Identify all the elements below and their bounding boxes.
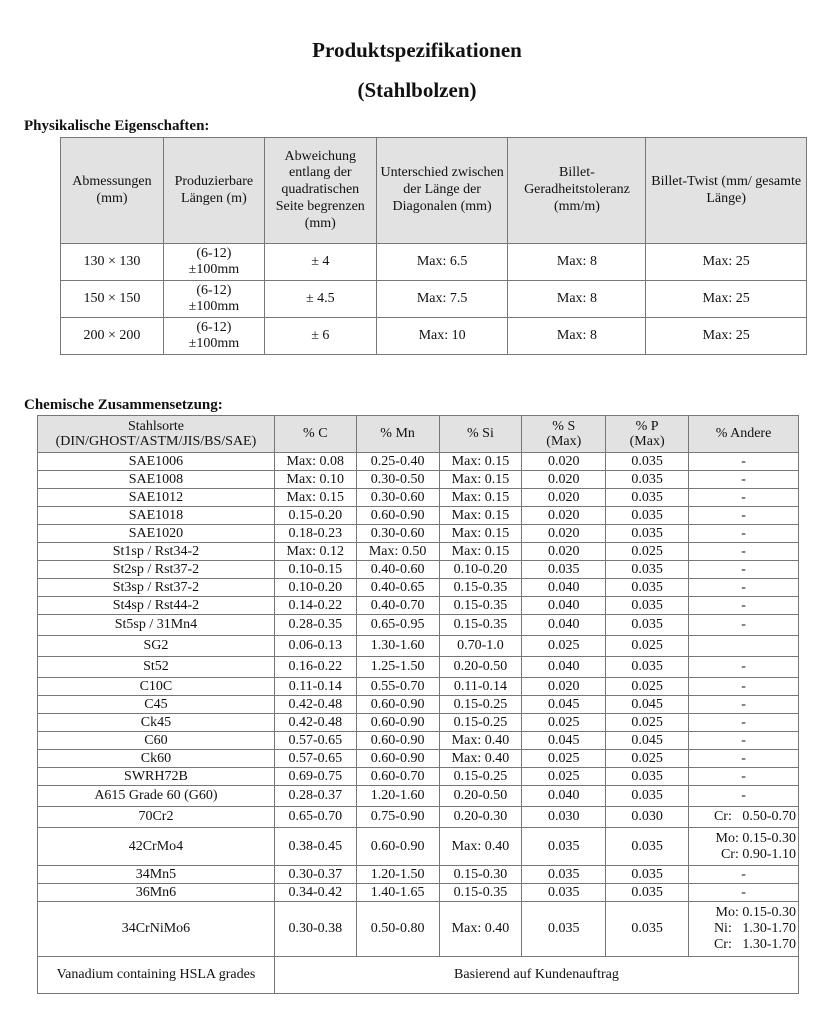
lengths-tolerance: ±100mm	[188, 299, 240, 314]
cell-manganese: 0.60-0.90	[356, 750, 439, 768]
cell-silicon: Max: 0.15	[439, 471, 522, 489]
cell-silicon: Max: 0.40	[439, 732, 522, 750]
cell-carbon: Max: 0.10	[274, 471, 356, 489]
cell-silicon: Max: 0.40	[439, 828, 522, 866]
header-phosphorus-line1: % P	[635, 418, 659, 434]
cell-diagonal-difference: Max: 6.5	[376, 244, 508, 281]
cell-sulfur: 0.020	[522, 453, 606, 471]
cell-other	[689, 866, 799, 884]
cell-lengths	[163, 281, 264, 318]
cell-manganese: 0.55-0.70	[356, 678, 439, 696]
cell-phosphorus: 0.035	[606, 657, 689, 678]
cell-phosphorus: 0.035	[606, 471, 689, 489]
cell-sulfur: 0.035	[522, 866, 606, 884]
other-elements-line: -	[741, 732, 746, 748]
cell-silicon: Max: 0.40	[439, 902, 522, 957]
cell-straightness: Max: 8	[508, 244, 646, 281]
cell-grade: Ck45	[38, 714, 275, 732]
other-elements-line: Ni: 1.30-1.70	[713, 921, 796, 937]
cell-silicon: 0.70-1.0	[439, 636, 522, 657]
cell-carbon: 0.38-0.45	[274, 828, 356, 866]
other-elements-line: -	[741, 884, 746, 900]
table-row	[38, 866, 799, 884]
cell-manganese: 0.65-0.95	[356, 615, 439, 636]
cell-grade: SAE1018	[38, 507, 275, 525]
cell-phosphorus: 0.035	[606, 615, 689, 636]
table-row	[38, 636, 799, 657]
cell-silicon: Max: 0.15	[439, 525, 522, 543]
cell-sulfur: 0.025	[522, 750, 606, 768]
cell-phosphorus: 0.025	[606, 678, 689, 696]
cell-other	[689, 750, 799, 768]
lengths-tolerance: ±100mm	[188, 262, 240, 277]
cell-twist: Max: 25	[646, 244, 807, 281]
table-row	[38, 453, 799, 471]
other-elements-line: -	[741, 507, 746, 523]
cell-manganese: 1.25-1.50	[356, 657, 439, 678]
cell-sulfur: 0.045	[522, 732, 606, 750]
cell-grade: SAE1006	[38, 453, 275, 471]
cell-other	[689, 489, 799, 507]
cell-grade: A615 Grade 60 (G60)	[38, 786, 275, 807]
other-elements-line: -	[741, 768, 746, 784]
cell-grade: St52	[38, 657, 275, 678]
cell-phosphorus: 0.035	[606, 579, 689, 597]
cell-grade: C10C	[38, 678, 275, 696]
other-elements-line: -	[741, 788, 746, 804]
cell-carbon: 0.28-0.37	[274, 786, 356, 807]
cell-phosphorus: 0.025	[606, 636, 689, 657]
cell-grade: SAE1012	[38, 489, 275, 507]
lengths-tolerance: ±100mm	[188, 336, 240, 351]
cell-manganese: 0.50-0.80	[356, 902, 439, 957]
table-row	[38, 543, 799, 561]
chemical-composition-table	[37, 415, 799, 994]
table-row	[38, 696, 799, 714]
cell-manganese: 0.40-0.70	[356, 597, 439, 615]
header-grade-line2: (DIN/GHOST/ASTM/JIS/BS/SAE)	[55, 434, 257, 449]
cell-manganese: 0.40-0.65	[356, 579, 439, 597]
header-side-deviation: Abweichung entlang der quadratischen Seite begrenzen (mm)	[264, 138, 376, 244]
cell-twist: Max: 25	[646, 318, 807, 355]
chemical-section-label: Chemische Zusammensetzung:	[24, 397, 223, 413]
lengths-range: (6-12)	[196, 320, 232, 336]
cell-other	[689, 786, 799, 807]
cell-grade: 34Mn5	[38, 866, 275, 884]
table-row	[38, 957, 799, 994]
cell-sulfur: 0.035	[522, 561, 606, 579]
header-twist: Billet-Twist (mm/ gesamte Länge)	[646, 138, 807, 244]
lengths-range: (6-12)	[196, 283, 232, 299]
header-sulfur	[522, 416, 606, 453]
header-sulfur-line2: (Max)	[546, 434, 582, 449]
cell-carbon: 0.69-0.75	[274, 768, 356, 786]
header-phosphorus-line2: (Max)	[629, 434, 665, 449]
cell-carbon: 0.42-0.48	[274, 696, 356, 714]
header-silicon: % Si	[439, 416, 522, 453]
cell-carbon: 0.42-0.48	[274, 714, 356, 732]
cell-other	[689, 807, 799, 828]
cell-grade: 70Cr2	[38, 807, 275, 828]
other-elements-line: -	[741, 453, 746, 469]
cell-phosphorus: 0.025	[606, 543, 689, 561]
cell-carbon: 0.28-0.35	[274, 615, 356, 636]
other-elements-line: -	[741, 659, 746, 675]
table-row	[38, 884, 799, 902]
cell-carbon: 0.30-0.37	[274, 866, 356, 884]
table-row	[38, 657, 799, 678]
cell-phosphorus: 0.035	[606, 786, 689, 807]
cell-manganese: 0.25-0.40	[356, 453, 439, 471]
header-straightness: Billet-Geradheitstoleranz (mm/m)	[508, 138, 646, 244]
cell-phosphorus: 0.035	[606, 884, 689, 902]
cell-phosphorus: 0.035	[606, 507, 689, 525]
cell-manganese: 0.30-0.50	[356, 471, 439, 489]
cell-sulfur: 0.020	[522, 678, 606, 696]
cell-silicon: 0.15-0.35	[439, 615, 522, 636]
table-row	[38, 807, 799, 828]
cell-other	[689, 507, 799, 525]
cell-other	[689, 579, 799, 597]
other-elements-line: Cr: 0.90-1.10	[720, 846, 796, 862]
cell-phosphorus: 0.035	[606, 489, 689, 507]
cell-other	[689, 696, 799, 714]
cell-carbon: Max: 0.08	[274, 453, 356, 471]
cell-sulfur: 0.020	[522, 525, 606, 543]
cell-manganese: 0.40-0.60	[356, 561, 439, 579]
table-row	[38, 525, 799, 543]
cell-carbon: 0.15-0.20	[274, 507, 356, 525]
table-row	[38, 507, 799, 525]
cell-lengths	[163, 318, 264, 355]
cell-carbon: 0.65-0.70	[274, 807, 356, 828]
cell-other	[689, 615, 799, 636]
cell-other	[689, 657, 799, 678]
cell-grade: SWRH72B	[38, 768, 275, 786]
cell-lengths	[163, 244, 264, 281]
table-row	[38, 597, 799, 615]
cell-other	[689, 597, 799, 615]
cell-diagonal-difference: Max: 10	[376, 318, 508, 355]
cell-silicon: Max: 0.15	[439, 453, 522, 471]
cell-side-deviation: ± 4	[264, 244, 376, 281]
cell-grade: 36Mn6	[38, 884, 275, 902]
cell-phosphorus: 0.035	[606, 561, 689, 579]
cell-grade: C60	[38, 732, 275, 750]
cell-carbon: 0.30-0.38	[274, 902, 356, 957]
cell-phosphorus: 0.030	[606, 807, 689, 828]
cell-silicon: 0.10-0.20	[439, 561, 522, 579]
cell-silicon: 0.15-0.25	[439, 714, 522, 732]
table-row	[38, 561, 799, 579]
header-lengths: Produzierbare Längen (m)	[163, 138, 264, 244]
cell-dimensions: 130 × 130	[61, 244, 164, 281]
table-row	[38, 471, 799, 489]
cell-sulfur: 0.025	[522, 768, 606, 786]
cell-diagonal-difference: Max: 7.5	[376, 281, 508, 318]
cell-carbon: 0.11-0.14	[274, 678, 356, 696]
other-elements-line: -	[741, 579, 746, 595]
other-elements-line: -	[741, 750, 746, 766]
cell-side-deviation: ± 4.5	[264, 281, 376, 318]
cell-other	[689, 636, 799, 657]
header-dimensions: Abmessungen (mm)	[61, 138, 164, 244]
other-elements-line: -	[741, 525, 746, 541]
cell-silicon: 0.15-0.35	[439, 884, 522, 902]
other-elements-line: -	[741, 597, 746, 613]
cell-phosphorus: 0.045	[606, 732, 689, 750]
cell-phosphorus: 0.025	[606, 714, 689, 732]
cell-other	[689, 543, 799, 561]
cell-carbon: 0.18-0.23	[274, 525, 356, 543]
header-grade	[38, 416, 275, 453]
other-elements-line: -	[741, 678, 746, 694]
table-row	[38, 615, 799, 636]
cell-grade: 34CrNiMo6	[38, 902, 275, 957]
table-row	[61, 281, 807, 318]
cell-other	[689, 561, 799, 579]
cell-silicon: 0.15-0.25	[439, 768, 522, 786]
physical-section-label: Physikalische Eigenschaften:	[24, 118, 210, 134]
cell-twist: Max: 25	[646, 281, 807, 318]
cell-sulfur: 0.040	[522, 615, 606, 636]
table-row	[38, 750, 799, 768]
cell-grade: Vanadium containing HSLA grades	[38, 957, 275, 994]
cell-manganese: 0.60-0.70	[356, 768, 439, 786]
header-diagonal-difference: Unterschied zwischen der Länge der Diagonalen (mm)	[376, 138, 508, 244]
cell-sulfur: 0.040	[522, 579, 606, 597]
cell-silicon: 0.15-0.25	[439, 696, 522, 714]
cell-sulfur: 0.035	[522, 884, 606, 902]
cell-sulfur: 0.040	[522, 657, 606, 678]
cell-manganese: 0.60-0.90	[356, 828, 439, 866]
cell-phosphorus: 0.035	[606, 866, 689, 884]
cell-carbon: 0.57-0.65	[274, 750, 356, 768]
cell-phosphorus: 0.035	[606, 902, 689, 957]
table-row	[38, 902, 799, 957]
cell-phosphorus: 0.035	[606, 828, 689, 866]
cell-grade: SAE1020	[38, 525, 275, 543]
cell-manganese: 1.20-1.60	[356, 786, 439, 807]
other-elements-line: Cr: 0.50-0.70	[713, 809, 796, 825]
cell-manganese: 0.60-0.90	[356, 507, 439, 525]
cell-other	[689, 902, 799, 957]
cell-other	[689, 828, 799, 866]
table-row	[61, 244, 807, 281]
cell-phosphorus: 0.035	[606, 525, 689, 543]
cell-sulfur: 0.040	[522, 597, 606, 615]
cell-silicon: 0.20-0.50	[439, 786, 522, 807]
cell-grade: St2sp / Rst37-2	[38, 561, 275, 579]
cell-grade: St1sp / Rst34-2	[38, 543, 275, 561]
cell-grade: SAE1008	[38, 471, 275, 489]
cell-phosphorus: 0.035	[606, 453, 689, 471]
table-row	[38, 579, 799, 597]
cell-silicon: 0.20-0.30	[439, 807, 522, 828]
cell-other	[689, 525, 799, 543]
cell-dimensions: 150 × 150	[61, 281, 164, 318]
cell-grade: St4sp / Rst44-2	[38, 597, 275, 615]
cell-side-deviation: ± 6	[264, 318, 376, 355]
other-elements-line: -	[741, 489, 746, 505]
cell-silicon: 0.15-0.35	[439, 579, 522, 597]
cell-silicon: 0.20-0.50	[439, 657, 522, 678]
cell-sulfur: 0.025	[522, 714, 606, 732]
cell-carbon: 0.10-0.20	[274, 579, 356, 597]
cell-manganese: 0.60-0.90	[356, 696, 439, 714]
cell-grade: St5sp / 31Mn4	[38, 615, 275, 636]
cell-sulfur: 0.020	[522, 489, 606, 507]
other-elements-line: Mo: 0.15-0.30	[715, 905, 796, 921]
cell-carbon: Max: 0.12	[274, 543, 356, 561]
cell-carbon: 0.06-0.13	[274, 636, 356, 657]
cell-grade: Ck60	[38, 750, 275, 768]
cell-other	[689, 714, 799, 732]
cell-manganese: Max: 0.50	[356, 543, 439, 561]
cell-straightness: Max: 8	[508, 281, 646, 318]
header-carbon: % C	[274, 416, 356, 453]
cell-carbon: 0.16-0.22	[274, 657, 356, 678]
table-row	[38, 678, 799, 696]
cell-manganese: 1.30-1.60	[356, 636, 439, 657]
table-row	[38, 786, 799, 807]
cell-grade: St3sp / Rst37-2	[38, 579, 275, 597]
header-other: % Andere	[689, 416, 799, 453]
cell-sulfur: 0.030	[522, 807, 606, 828]
header-manganese: % Mn	[356, 416, 439, 453]
other-elements-line: -	[741, 714, 746, 730]
document-subtitle: (Stahlbolzen)	[357, 78, 477, 102]
cell-sulfur: 0.020	[522, 507, 606, 525]
cell-sulfur: 0.045	[522, 696, 606, 714]
cell-silicon: Max: 0.15	[439, 543, 522, 561]
other-elements-line: -	[741, 696, 746, 712]
cell-sulfur: 0.035	[522, 828, 606, 866]
cell-silicon: Max: 0.40	[439, 750, 522, 768]
cell-silicon: 0.15-0.35	[439, 597, 522, 615]
cell-grade: SG2	[38, 636, 275, 657]
cell-sulfur: 0.040	[522, 786, 606, 807]
cell-manganese: 0.60-0.90	[356, 732, 439, 750]
cell-manganese: 0.75-0.90	[356, 807, 439, 828]
other-elements-line: -	[741, 561, 746, 577]
table-row	[38, 732, 799, 750]
other-elements-line: -	[741, 617, 746, 633]
cell-silicon: Max: 0.15	[439, 507, 522, 525]
cell-carbon: Max: 0.15	[274, 489, 356, 507]
cell-grade: C45	[38, 696, 275, 714]
cell-manganese: 1.20-1.50	[356, 866, 439, 884]
cell-other	[689, 884, 799, 902]
cell-sulfur: 0.020	[522, 543, 606, 561]
table-row	[61, 318, 807, 355]
cell-other	[689, 471, 799, 489]
cell-phosphorus: 0.045	[606, 696, 689, 714]
cell-other	[689, 732, 799, 750]
header-sulfur-line1: % S	[552, 418, 576, 434]
table-row	[38, 828, 799, 866]
table-row	[38, 489, 799, 507]
cell-carbon: 0.10-0.15	[274, 561, 356, 579]
cell-other	[689, 453, 799, 471]
cell-sulfur: 0.025	[522, 636, 606, 657]
other-elements-line: Cr: 1.30-1.70	[713, 936, 796, 952]
other-elements-line: -	[741, 543, 746, 559]
cell-other	[689, 768, 799, 786]
cell-manganese: 0.60-0.90	[356, 714, 439, 732]
table-row	[38, 768, 799, 786]
physical-properties-table	[60, 137, 807, 355]
cell-phosphorus: 0.025	[606, 750, 689, 768]
header-grade-line1: Stahlsorte	[127, 418, 184, 434]
cell-silicon: 0.11-0.14	[439, 678, 522, 696]
cell-customer-order-note: Basierend auf Kundenauftrag	[274, 957, 798, 994]
cell-silicon: Max: 0.15	[439, 489, 522, 507]
cell-silicon: 0.15-0.30	[439, 866, 522, 884]
cell-manganese: 0.30-0.60	[356, 489, 439, 507]
cell-manganese: 1.40-1.65	[356, 884, 439, 902]
cell-carbon: 0.34-0.42	[274, 884, 356, 902]
cell-carbon: 0.57-0.65	[274, 732, 356, 750]
cell-carbon: 0.14-0.22	[274, 597, 356, 615]
cell-straightness: Max: 8	[508, 318, 646, 355]
cell-grade: 42CrMo4	[38, 828, 275, 866]
cell-sulfur: 0.020	[522, 471, 606, 489]
lengths-range: (6-12)	[196, 246, 232, 262]
other-elements-line: Mo: 0.15-0.30	[715, 830, 796, 846]
cell-sulfur: 0.035	[522, 902, 606, 957]
cell-manganese: 0.30-0.60	[356, 525, 439, 543]
cell-phosphorus: 0.035	[606, 768, 689, 786]
document-title: Produktspezifikationen	[312, 38, 522, 62]
cell-other	[689, 678, 799, 696]
header-phosphorus	[606, 416, 689, 453]
cell-dimensions: 200 × 200	[61, 318, 164, 355]
other-elements-line: -	[741, 471, 746, 487]
table-row	[38, 714, 799, 732]
cell-phosphorus: 0.035	[606, 597, 689, 615]
other-elements-line: -	[741, 866, 746, 882]
